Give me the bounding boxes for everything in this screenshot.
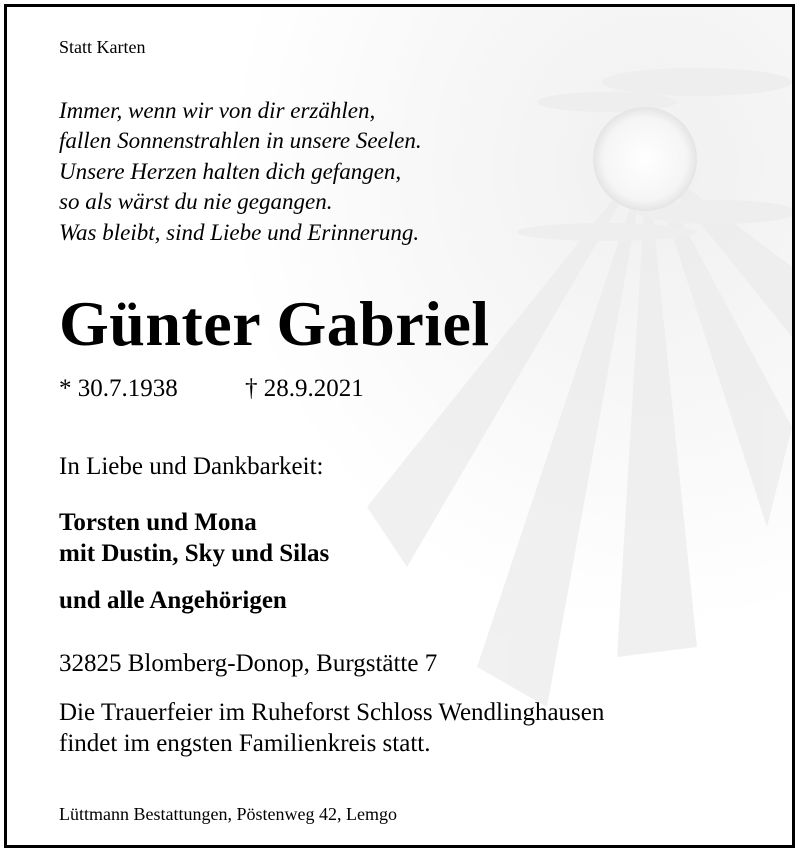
family-line: Torsten und Mona bbox=[59, 509, 257, 536]
ceremony-line: findet im engsten Familienkreis statt. bbox=[59, 730, 431, 757]
poem-line: fallen Sonnenstrahlen in unsere Seelen. bbox=[59, 128, 422, 153]
ceremony-line: Die Trauerfeier im Ruheforst Schloss Wendlinghausen bbox=[59, 699, 605, 726]
undertaker: Lüttmann Bestattungen, Pöstenweg 42, Lemgo bbox=[59, 804, 397, 824]
birth-date: * 30.7.1938 bbox=[59, 375, 178, 402]
family-line: mit Dustin, Sky und Silas bbox=[59, 540, 330, 567]
header-note: Statt Karten bbox=[59, 37, 146, 57]
poem-line: Unsere Herzen halten dich gefangen, bbox=[59, 159, 402, 184]
death-date: † 28.9.2021 bbox=[245, 375, 364, 402]
dedication: In Liebe und Dankbarkeit: bbox=[59, 453, 324, 480]
address: 32825 Blomberg-Donop, Burgstätte 7 bbox=[59, 650, 438, 677]
poem-line: so als wärst du nie gegangen. bbox=[59, 189, 333, 214]
poem-line: Was bleibt, sind Liebe und Erinnerung. bbox=[59, 220, 420, 245]
sun-icon bbox=[593, 107, 697, 211]
obituary-notice bbox=[4, 4, 795, 848]
deceased-name: Günter Gabriel bbox=[59, 288, 490, 359]
poem-line: Immer, wenn wir von dir erzählen, bbox=[59, 98, 376, 123]
relatives-line: und alle Angehörigen bbox=[59, 587, 287, 614]
